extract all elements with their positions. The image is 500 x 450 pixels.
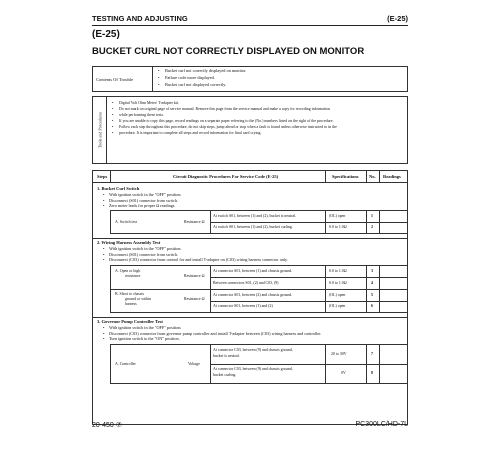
- header-right: (E-25): [387, 14, 408, 23]
- header-left: TESTING AND ADJUSTING: [92, 14, 188, 23]
- open-test-label-2: resistance: [125, 274, 141, 278]
- header-divider: [379, 171, 380, 183]
- step-bullet: • With ignition switch in the "OFF" position.: [103, 325, 321, 331]
- col-divider: [325, 266, 326, 312]
- reading-3-desc: At connector S01, between (1) and chassis ground.: [213, 269, 293, 273]
- tools-item: • Digital Volt Ohm Meter/ T-adapter kit.: [111, 100, 337, 106]
- switch-test-method: Resistance Ω: [184, 220, 205, 224]
- section-code: (E-25): [92, 29, 120, 40]
- step-bullet: • With ignition switch in the "OFF" position.: [103, 192, 181, 198]
- step-bullet: • With ignition switch in the "OFF" position.: [103, 246, 288, 252]
- procedure-table: [92, 170, 408, 425]
- table-header: [93, 171, 407, 183]
- open-test-label: A. Open or high: [115, 269, 141, 273]
- reading-3-spec: 0.0 to 1.0Ω: [329, 269, 347, 273]
- step-1-title: 1. Bucket Curl Switch: [97, 186, 140, 191]
- reading-5-desc: At connector S01, between (2) and chassis ground.: [213, 293, 293, 297]
- step-3-subtable: [110, 344, 408, 384]
- page-title: BUCKET CURL NOT CORRECTLY DISPLAYED ON MONITOR: [92, 46, 365, 57]
- contents-item: • Bucket curl not correctly displayed on monitor.: [157, 68, 246, 75]
- reading-6-spec: (OL) open: [329, 304, 346, 308]
- reading-4-no: 4: [371, 281, 373, 285]
- row-divider: [210, 301, 407, 302]
- tools-item-continued: • while performing these tests.: [111, 112, 337, 118]
- contents-list: [157, 68, 246, 88]
- switch-test-label: A. Switch test: [115, 220, 137, 224]
- controller-test-label: A. Controller: [115, 362, 136, 366]
- reading-5-spec: (OL) open: [329, 293, 346, 297]
- col-divider: [366, 266, 367, 312]
- header-procedure: Circuit Diagnostic Procedures For Service Code (E-25): [173, 174, 279, 179]
- col-divider: [210, 266, 211, 312]
- reading-8-desc: At connector C03, between (9) and chassis ground,: [213, 367, 293, 371]
- tools-item: • Do not mark on original page of service manual. Remove this page from the service manual and make a copy for recording information: [111, 106, 337, 112]
- col-divider: [379, 266, 380, 312]
- step-bullet: • Disconnect (C03) connector from control for and install T-adapter on (C03) wiring harness connector only.: [103, 257, 288, 263]
- reading-3-no: 3: [371, 269, 373, 273]
- reading-6-desc: At connector S01, between (1) and (2): [213, 304, 273, 308]
- step-2-title: 2. Wiring Harness Assembly Test: [97, 240, 161, 245]
- header-divider: [366, 171, 367, 183]
- section-divider: [93, 238, 407, 239]
- reading-5-no: 5: [371, 293, 373, 297]
- step-2-bullets: [103, 246, 288, 263]
- step-bullet: • Disconnect (S01) connector from switch.: [103, 198, 181, 204]
- reading-7-desc-2: bucket is neutral.: [213, 354, 240, 358]
- step-bullet: • Zero meter leads for proper Ω readings.: [103, 203, 181, 209]
- step-1-subtable: [110, 210, 408, 234]
- footer-page-number: 20-450 ⑦: [92, 422, 123, 429]
- reading-4-spec: 0.0 to 1.0Ω: [329, 281, 347, 285]
- reading-4-desc: Between connectors S01, (2) and C03, (9): [213, 281, 279, 285]
- header-specs: Specifications: [332, 174, 359, 179]
- step-1-bullets: [103, 192, 181, 209]
- reading-1-spec: (OL) open: [329, 214, 346, 218]
- tools-item-continued: • procedure. It is important to complete all steps and record information for final card crying.: [111, 130, 337, 136]
- reading-7-desc: At connector C03, between (9) and chassis ground,: [213, 348, 293, 352]
- header-steps: Steps: [97, 174, 108, 179]
- reading-1-desc: At switch S01, between (1) and (2), bucket is neutral.: [213, 214, 297, 218]
- step-3-bullets: [103, 325, 321, 342]
- row-divider: [210, 277, 407, 278]
- contents-label: Contents Of Trouble: [93, 67, 153, 91]
- reading-8-no: 8: [371, 371, 373, 375]
- contents-item: • Failure code more displayed.: [157, 75, 246, 82]
- short-test-label-3: harness: [125, 302, 137, 306]
- reading-2-no: 2: [371, 225, 373, 229]
- short-test-method: Resistance Ω: [184, 297, 205, 301]
- reading-7-no: 7: [371, 352, 373, 356]
- tools-item: • If you are unable to copy this page, record readings on a separate paper referring to the (No.) numbers listed on the right of the procedure.: [111, 118, 337, 124]
- contents-of-trouble-box: [92, 66, 408, 92]
- reading-1-no: 1: [371, 214, 373, 218]
- reading-7-spec: 20 to 30V: [331, 352, 347, 356]
- reading-8-desc-2: bucket curling.: [213, 373, 237, 377]
- reading-6-no: 6: [371, 304, 373, 308]
- tools-list: [111, 100, 337, 136]
- header-readings: Readings: [383, 174, 401, 179]
- tools-item: • Follow each step throughout this procedure, do not skip steps, jump ahead or stop when a fault is found unless otherwise instructed to in the: [111, 124, 337, 130]
- row-divider: [210, 364, 407, 365]
- reading-2-desc: At switch S01, between (1) and (2), bucket curling.: [213, 225, 293, 229]
- header-divider: [110, 171, 111, 183]
- step-bullet: • Disconnect (C03) connector from governor pump controller and install T-adapter between (C03) wiring harness and controller.: [103, 331, 321, 337]
- row-divider: [111, 289, 407, 290]
- section-divider: [93, 317, 407, 318]
- controller-test-method: Voltage: [188, 362, 200, 366]
- step-3-title: 3. Governor Pump Controller Test: [97, 319, 163, 324]
- tools-procedures-box: [92, 96, 408, 164]
- short-test-label-2: ground or within: [125, 297, 152, 301]
- step-2-subtable: [110, 265, 408, 313]
- open-test-method: Resistance Ω: [184, 274, 205, 278]
- page-header: [92, 14, 408, 26]
- reading-2-spec: 0.0 to 1.0Ω: [329, 225, 347, 229]
- footer-model: PC300LC/HD-7L: [355, 421, 408, 428]
- row-divider: [210, 222, 407, 223]
- contents-item: • Bucket curl not displayed correctly.: [157, 82, 246, 89]
- step-bullet: • Turn ignition switch to the "ON" position.: [103, 336, 321, 342]
- tools-label-cell: [93, 97, 107, 163]
- short-test-label: B. Short to chassis: [115, 292, 144, 296]
- header-no: No.: [369, 174, 376, 179]
- step-bullet: • Disconnect (S01) connector from switch.: [103, 252, 288, 258]
- header-divider: [325, 171, 326, 183]
- tools-label: Tools and Procedures: [97, 112, 102, 148]
- reading-8-spec: 0V: [341, 371, 346, 375]
